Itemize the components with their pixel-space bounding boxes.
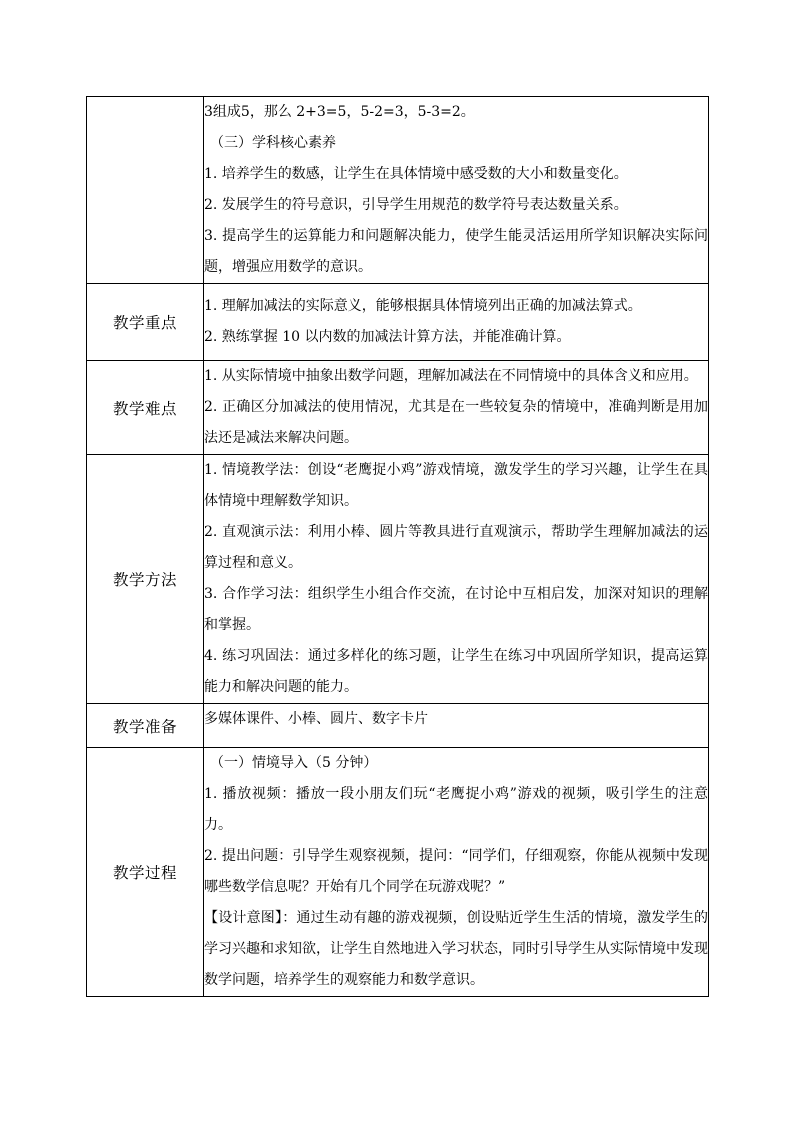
literacy-content — [204, 97, 709, 284]
text-line: 多媒体课件、小棒、圆片、数字卡片 — [204, 711, 428, 727]
key-points-content — [204, 284, 709, 361]
difficulties-content — [204, 361, 709, 455]
text-paragraph: 3. 合作学习法：组织学生小组合作交流，在讨论中互相启发，加深对知识的理解和掌握。 — [204, 586, 708, 633]
text-paragraph: 3. 提高学生的运算能力和问题解决能力，使学生能灵活运用所学知识解决实际问题，增强应用数学的意识。 — [204, 228, 708, 275]
design-intent-paragraph: 【设计意图】：通过生动有趣的游戏视频，创设贴近学生生活的情境，激发学生的学习兴趣和求知欲，让学生自然地进入学习状态，同时引导学生从实际情境中发现数学问题，培养学生的观察能力和数学意识。 — [204, 910, 708, 988]
text-paragraph: 1. 播放视频：播放一段小朋友们玩“老鹰捉小鸡”游戏的视频，吸引学生的注意力。 — [204, 786, 708, 833]
table-row-methods — [87, 455, 709, 704]
table-row-literacy — [87, 97, 709, 284]
text-paragraph: 2. 正确区分加减法的使用情况，尤其是在一些较复杂的情境中，准确判断是用加法还是减法来解决问题。 — [204, 399, 708, 446]
text-line: 2. 发展学生的符号意识，引导学生用规范的数学符号表达数量关系。 — [204, 197, 628, 213]
row-label-process: 教学过程 — [87, 748, 204, 997]
text-line: 3组成5，那么 2+3=5，5-2=3，5-3=2。 — [204, 104, 475, 120]
row-label-methods: 教学方法 — [87, 455, 204, 704]
lesson-plan-table — [86, 96, 709, 997]
section-heading: （一）情境导入（5 分钟） — [210, 755, 378, 771]
text-paragraph: 4. 练习巩固法：通过多样化的练习题，让学生在练习中巩固所学知识，提高运算能力和解决问题的能力。 — [204, 648, 708, 695]
text-line: 1. 理解加减法的实际意义，能够根据具体情境列出正确的加减法算式。 — [204, 298, 642, 314]
row-label-empty — [87, 97, 204, 284]
preparation-content — [204, 704, 709, 748]
table-row-preparation — [87, 704, 709, 748]
text-line: 1. 培养学生的数感，让学生在具体情境中感受数的大小和数量变化。 — [204, 166, 628, 182]
table-row-difficulties — [87, 361, 709, 455]
text-paragraph: 1. 情境教学法：创设“老鹰捉小鸡”游戏情境，激发学生的学习兴趣，让学生在具体情境中理解数学知识。 — [204, 462, 708, 509]
methods-content — [204, 455, 709, 704]
row-label-key-points: 教学重点 — [87, 284, 204, 361]
text-line: 2. 熟练掌握 10 以内数的加减法计算方法，并能准确计算。 — [204, 329, 571, 345]
row-label-preparation: 教学准备 — [87, 704, 204, 748]
section-heading: （三）学科核心素养 — [210, 135, 336, 151]
text-paragraph: 1. 从实际情境中抽象出数学问题，理解加减法在不同情境中的具体含义和应用。 — [204, 368, 698, 384]
text-paragraph: 2. 提出问题：引导学生观察视频，提问：“同学们，仔细观察，你能从视频中发现哪些数学信息呢？开始有几个同学在玩游戏呢？” — [204, 848, 708, 895]
row-label-difficulties: 教学难点 — [87, 361, 204, 455]
text-paragraph: 2. 直观演示法：利用小棒、圆片等教具进行直观演示，帮助学生理解加减法的运算过程和意义。 — [204, 524, 708, 571]
table-row-key-points — [87, 284, 709, 361]
table-row-process — [87, 748, 709, 997]
process-content — [204, 748, 709, 997]
